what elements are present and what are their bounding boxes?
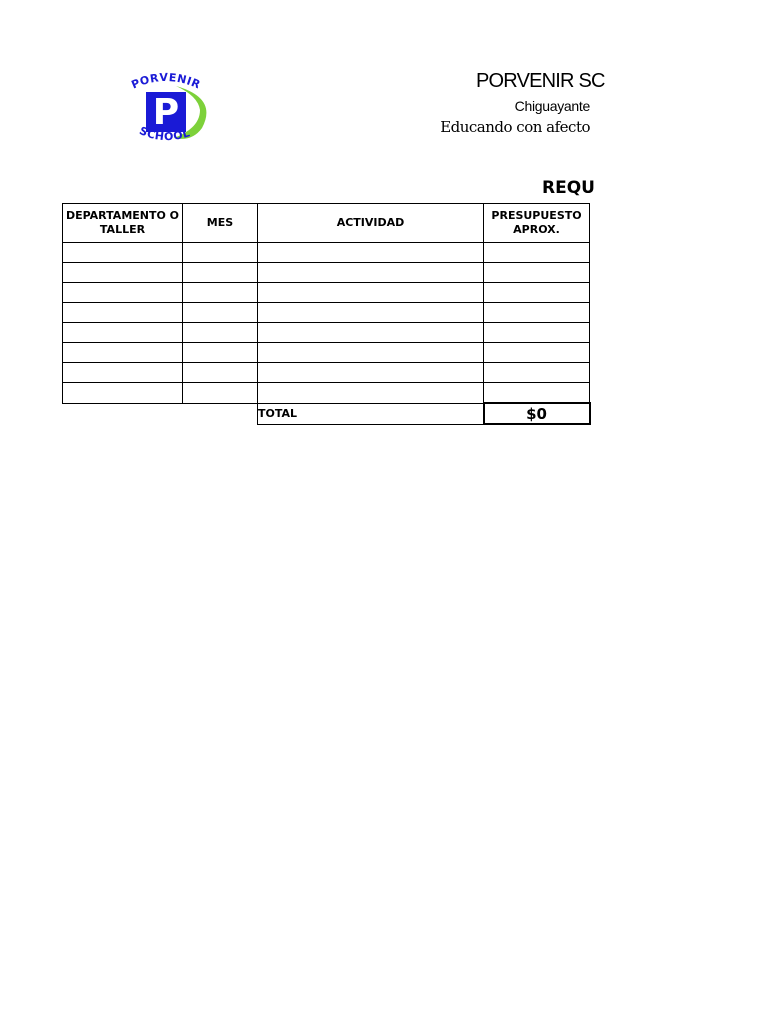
cell-mes[interactable]	[183, 363, 258, 383]
cell-actividad[interactable]	[258, 243, 484, 263]
table-row	[63, 383, 590, 404]
cell-actividad[interactable]	[258, 283, 484, 303]
cell-mes[interactable]	[183, 303, 258, 323]
table-row	[63, 243, 590, 263]
cell-mes[interactable]	[183, 243, 258, 263]
cell-actividad[interactable]	[258, 363, 484, 383]
cell-presupuesto[interactable]	[484, 283, 590, 303]
cell-departamento[interactable]	[63, 303, 183, 323]
col-header-mes: MES	[183, 204, 258, 243]
cell-mes[interactable]	[183, 343, 258, 363]
cell-presupuesto[interactable]	[484, 323, 590, 343]
doc-title: REQU	[542, 178, 595, 198]
cell-departamento[interactable]	[63, 323, 183, 343]
school-name: PORVENIR SC	[476, 70, 605, 92]
cell-mes[interactable]	[183, 383, 258, 404]
table-row	[63, 343, 590, 363]
logo-letter: P	[152, 92, 180, 133]
table-row	[63, 283, 590, 303]
cell-departamento[interactable]	[63, 243, 183, 263]
cell-presupuesto[interactable]	[484, 243, 590, 263]
table-row	[63, 363, 590, 383]
cell-presupuesto[interactable]	[484, 343, 590, 363]
city: Chiguayante	[514, 98, 590, 114]
cell-presupuesto[interactable]	[484, 363, 590, 383]
school-logo	[116, 72, 216, 150]
cell-departamento[interactable]	[63, 363, 183, 383]
cell-mes[interactable]	[183, 323, 258, 343]
total-value: $0	[484, 403, 590, 424]
cell-departamento[interactable]	[63, 283, 183, 303]
logo-bottom-text: SCHOOL	[137, 124, 192, 144]
cell-presupuesto[interactable]	[484, 383, 590, 404]
cell-departamento[interactable]	[63, 383, 183, 404]
table-row	[63, 263, 590, 283]
requisition-table	[62, 203, 591, 425]
cell-departamento[interactable]	[63, 263, 183, 283]
logo-top-text: PORVENIR	[129, 72, 203, 92]
table-row	[63, 303, 590, 323]
total-row	[63, 403, 590, 424]
doc-title-box	[480, 178, 595, 204]
col-header-presupuesto: PRESUPUESTO APROX.	[484, 204, 590, 243]
cell-actividad[interactable]	[258, 303, 484, 323]
cell-presupuesto[interactable]	[484, 303, 590, 323]
cell-presupuesto[interactable]	[484, 263, 590, 283]
col-header-departamento: DEPARTAMENTO O TALLER	[63, 204, 183, 243]
cell-departamento[interactable]	[63, 343, 183, 363]
school-name-box	[380, 70, 605, 98]
cell-actividad[interactable]	[258, 343, 484, 363]
table-row	[63, 323, 590, 343]
cell-actividad[interactable]	[258, 323, 484, 343]
cell-mes[interactable]	[183, 263, 258, 283]
motto: Educando con afecto	[440, 118, 590, 136]
table-header-row	[63, 204, 590, 243]
col-header-actividad: ACTIVIDAD	[258, 204, 484, 243]
cell-actividad[interactable]	[258, 263, 484, 283]
total-label: TOTAL	[258, 403, 484, 424]
svg-text:PORVENIR	[129, 72, 202, 92]
cell-mes[interactable]	[183, 283, 258, 303]
total-spacer	[63, 403, 258, 424]
cell-actividad[interactable]	[258, 383, 484, 404]
